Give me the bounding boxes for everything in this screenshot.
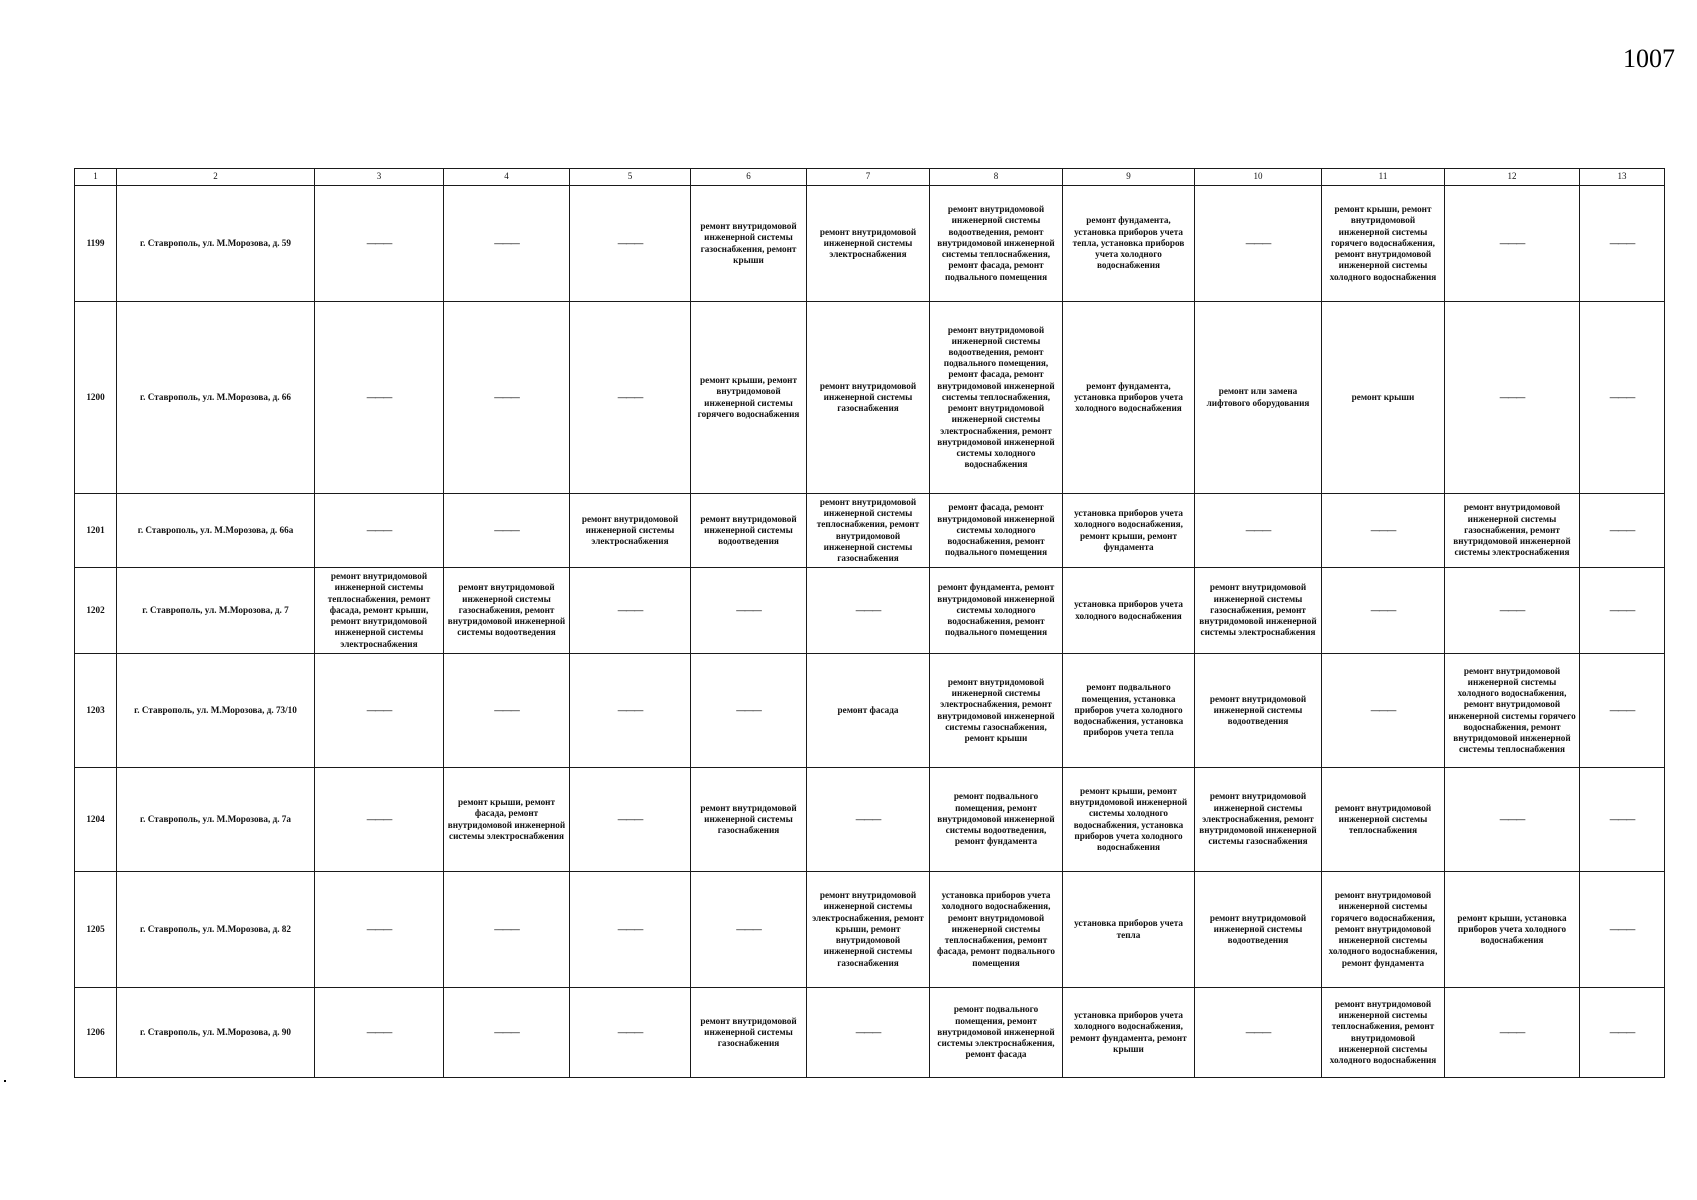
empty-dash-cell: ——— <box>1580 654 1665 768</box>
column-header: 6 <box>691 169 807 186</box>
column-header: 8 <box>930 169 1063 186</box>
work-type-cell: ремонт внутридомовой инженерной системы водоотведения, ремонт подвального помещения, ремонт фасада, ремонт внутридомовой инженерной системы теплоснабжения, ремонт внутридомовой инженерной системы электроснабжения, ремонт внутридомовой инженерной системы холодного водоснабжения <box>930 302 1063 494</box>
table-row <box>75 768 1665 872</box>
row-number-cell: 1204 <box>75 768 117 872</box>
row-number-cell: 1206 <box>75 988 117 1078</box>
address-cell: г. Ставрополь, ул. М.Морозова, д. 90 <box>117 988 315 1078</box>
row-number-cell: 1200 <box>75 302 117 494</box>
column-header: 10 <box>1195 169 1322 186</box>
row-number-cell: 1199 <box>75 186 117 302</box>
work-type-cell: ремонт внутридомовой инженерной системы водоотведения <box>691 494 807 568</box>
empty-dash-cell: ——— <box>1580 568 1665 654</box>
empty-dash-cell: ——— <box>1580 186 1665 302</box>
table-row <box>75 988 1665 1078</box>
work-type-cell: ремонт подвального помещения, ремонт внутридомовой инженерной системы электроснабжения, ремонт фасада <box>930 988 1063 1078</box>
work-type-cell: ремонт внутридомовой инженерной системы теплоснабжения, ремонт внутридомовой инженерной системы холодного водоснабжения <box>1322 988 1445 1078</box>
empty-dash-cell: ——— <box>444 872 570 988</box>
empty-dash-cell: ——— <box>570 302 691 494</box>
row-number-cell: 1205 <box>75 872 117 988</box>
address-cell: г. Ставрополь, ул. М.Морозова, д. 66 <box>117 302 315 494</box>
work-type-cell: ремонт крыши, ремонт фасада, ремонт внутридомовой инженерной системы электроснабжения <box>444 768 570 872</box>
row-number-cell: 1201 <box>75 494 117 568</box>
work-type-cell: ремонт крыши, установка приборов учета холодного водоснабжения <box>1445 872 1580 988</box>
work-type-cell: ремонт внутридомовой инженерной системы водоотведения <box>1195 654 1322 768</box>
work-type-cell: ремонт внутридомовой инженерной системы газоснабжения, ремонт внутридомовой инженерной системы электроснабжения <box>1445 494 1580 568</box>
empty-dash-cell: ——— <box>691 872 807 988</box>
work-type-cell: ремонт крыши, ремонт внутридомовой инженерной системы холодного водоснабжения, установка приборов учета холодного водоснабжения <box>1063 768 1195 872</box>
empty-dash-cell: ——— <box>570 186 691 302</box>
empty-dash-cell: ——— <box>691 568 807 654</box>
empty-dash-cell: ——— <box>1445 568 1580 654</box>
work-type-cell: ремонт внутридомовой инженерной системы газоснабжения, ремонт внутридомовой инженерной системы электроснабжения <box>1195 568 1322 654</box>
empty-dash-cell: ——— <box>570 872 691 988</box>
work-type-cell: ремонт внутридомовой инженерной системы теплоснабжения, ремонт внутридомовой инженерной системы газоснабжения <box>807 494 930 568</box>
empty-dash-cell: ——— <box>1322 654 1445 768</box>
empty-dash-cell: ——— <box>1580 494 1665 568</box>
empty-dash-cell: ——— <box>444 494 570 568</box>
column-header: 2 <box>117 169 315 186</box>
work-type-cell: ремонт внутридомовой инженерной системы теплоснабжения, ремонт фасада, ремонт крыши, ремонт внутридомовой инженерной системы электроснабжения <box>315 568 444 654</box>
row-number-cell: 1203 <box>75 654 117 768</box>
work-type-cell: ремонт подвального помещения, установка приборов учета холодного водоснабжения, установка приборов учета тепла <box>1063 654 1195 768</box>
column-header: 3 <box>315 169 444 186</box>
work-type-cell: ремонт или замена лифтового оборудования <box>1195 302 1322 494</box>
column-header: 7 <box>807 169 930 186</box>
table-row <box>75 872 1665 988</box>
work-type-cell: ремонт внутридомовой инженерной системы водоотведения <box>1195 872 1322 988</box>
empty-dash-cell: ——— <box>315 768 444 872</box>
empty-dash-cell: ——— <box>691 654 807 768</box>
empty-dash-cell: ——— <box>570 654 691 768</box>
empty-dash-cell: ——— <box>1580 872 1665 988</box>
work-type-cell: ремонт внутридомовой инженерной системы холодного водоснабжения, ремонт внутридомовой инженерной системы горячего водоснабжения, ремонт внутридомовой инженерной системы теплоснабжения <box>1445 654 1580 768</box>
work-type-cell: установка приборов учета холодного водоснабжения, ремонт фундамента, ремонт крыши <box>1063 988 1195 1078</box>
work-type-cell: ремонт фундамента, установка приборов учета тепла, установка приборов учета холодного водоснабжения <box>1063 186 1195 302</box>
table-row <box>75 302 1665 494</box>
work-type-cell: ремонт крыши, ремонт внутридомовой инженерной системы горячего водоснабжения <box>691 302 807 494</box>
work-type-cell: ремонт внутридомовой инженерной системы водоотведения, ремонт внутридомовой инженерной системы теплоснабжения, ремонт фасада, ремонт подвального помещения <box>930 186 1063 302</box>
address-cell: г. Ставрополь, ул. М.Морозова, д. 7а <box>117 768 315 872</box>
table-row <box>75 186 1665 302</box>
empty-dash-cell: ——— <box>315 988 444 1078</box>
work-type-cell: ремонт внутридомовой инженерной системы электроснабжения, ремонт внутридомовой инженерной системы газоснабжения, ремонт крыши <box>930 654 1063 768</box>
column-header: 11 <box>1322 169 1445 186</box>
empty-dash-cell: ——— <box>1195 186 1322 302</box>
empty-dash-cell: ——— <box>1445 768 1580 872</box>
address-cell: г. Ставрополь, ул. М.Морозова, д. 66а <box>117 494 315 568</box>
work-type-cell: ремонт подвального помещения, ремонт внутридомовой инженерной системы водоотведения, ремонт фундамента <box>930 768 1063 872</box>
empty-dash-cell: ——— <box>315 302 444 494</box>
table-row <box>75 568 1665 654</box>
empty-dash-cell: ——— <box>1580 302 1665 494</box>
column-number-row <box>75 169 1665 186</box>
work-type-cell: ремонт внутридомовой инженерной системы газоснабжения, ремонт крыши <box>691 186 807 302</box>
empty-dash-cell: ——— <box>807 768 930 872</box>
empty-dash-cell: ——— <box>1195 988 1322 1078</box>
address-cell: г. Ставрополь, ул. М.Морозова, д. 82 <box>117 872 315 988</box>
work-type-cell: ремонт крыши <box>1322 302 1445 494</box>
column-header: 9 <box>1063 169 1195 186</box>
work-type-cell: ремонт внутридомовой инженерной системы горячего водоснабжения, ремонт внутридомовой инженерной системы холодного водоснабжения, ремонт фундамента <box>1322 872 1445 988</box>
empty-dash-cell: ——— <box>315 654 444 768</box>
table-row <box>75 654 1665 768</box>
address-cell: г. Ставрополь, ул. М.Морозова, д. 7 <box>117 568 315 654</box>
empty-dash-cell: ——— <box>315 872 444 988</box>
empty-dash-cell: ——— <box>315 186 444 302</box>
empty-dash-cell: ——— <box>444 654 570 768</box>
repair-schedule-table <box>74 168 1665 1078</box>
table-row <box>75 494 1665 568</box>
work-type-cell: установка приборов учета холодного водоснабжения, ремонт крыши, ремонт фундамента <box>1063 494 1195 568</box>
work-type-cell: установка приборов учета холодного водоснабжения, ремонт внутридомовой инженерной системы теплоснабжения, ремонт фасада, ремонт подвального помещения <box>930 872 1063 988</box>
work-type-cell: ремонт внутридомовой инженерной системы газоснабжения <box>691 768 807 872</box>
empty-dash-cell: ——— <box>807 568 930 654</box>
empty-dash-cell: ——— <box>570 988 691 1078</box>
column-header: 4 <box>444 169 570 186</box>
empty-dash-cell: ——— <box>1322 568 1445 654</box>
row-number-cell: 1202 <box>75 568 117 654</box>
empty-dash-cell: ——— <box>1195 494 1322 568</box>
work-type-cell: ремонт крыши, ремонт внутридомовой инженерной системы горячего водоснабжения, ремонт внутридомовой инженерной системы холодного водоснабжения <box>1322 186 1445 302</box>
empty-dash-cell: ——— <box>444 186 570 302</box>
work-type-cell: установка приборов учета тепла <box>1063 872 1195 988</box>
table-body <box>75 186 1665 1078</box>
work-type-cell: ремонт внутридомовой инженерной системы электроснабжения <box>807 186 930 302</box>
column-header: 1 <box>75 169 117 186</box>
address-cell: г. Ставрополь, ул. М.Морозова, д. 59 <box>117 186 315 302</box>
work-type-cell: ремонт фасада, ремонт внутридомовой инженерной системы холодного водоснабжения, ремонт подвального помещения <box>930 494 1063 568</box>
column-header: 5 <box>570 169 691 186</box>
empty-dash-cell: ——— <box>444 988 570 1078</box>
empty-dash-cell: ——— <box>315 494 444 568</box>
work-type-cell: ремонт внутридомовой инженерной системы газоснабжения, ремонт внутридомовой инженерной системы водоотведения <box>444 568 570 654</box>
empty-dash-cell: ——— <box>1580 768 1665 872</box>
empty-dash-cell: ——— <box>1445 302 1580 494</box>
scan-speck <box>4 1080 6 1082</box>
empty-dash-cell: ——— <box>1445 988 1580 1078</box>
work-type-cell: ремонт фундамента, установка приборов учета холодного водоснабжения <box>1063 302 1195 494</box>
work-type-cell: ремонт внутридомовой инженерной системы электроснабжения, ремонт крыши, ремонт внутридомовой инженерной системы газоснабжения <box>807 872 930 988</box>
empty-dash-cell: ——— <box>570 568 691 654</box>
column-header: 13 <box>1580 169 1665 186</box>
empty-dash-cell: ——— <box>570 768 691 872</box>
work-type-cell: ремонт внутридомовой инженерной системы теплоснабжения <box>1322 768 1445 872</box>
empty-dash-cell: ——— <box>1322 494 1445 568</box>
work-type-cell: установка приборов учета холодного водоснабжения <box>1063 568 1195 654</box>
work-type-cell: ремонт внутридомовой инженерной системы газоснабжения <box>807 302 930 494</box>
column-header: 12 <box>1445 169 1580 186</box>
work-type-cell: ремонт фасада <box>807 654 930 768</box>
address-cell: г. Ставрополь, ул. М.Морозова, д. 73/10 <box>117 654 315 768</box>
empty-dash-cell: ——— <box>1445 186 1580 302</box>
empty-dash-cell: ——— <box>807 988 930 1078</box>
work-type-cell: ремонт внутридомовой инженерной системы электроснабжения, ремонт внутридомовой инженерной системы газоснабжения <box>1195 768 1322 872</box>
work-type-cell: ремонт фундамента, ремонт внутридомовой инженерной системы холодного водоснабжения, ремонт подвального помещения <box>930 568 1063 654</box>
empty-dash-cell: ——— <box>444 302 570 494</box>
work-type-cell: ремонт внутридомовой инженерной системы электроснабжения <box>570 494 691 568</box>
work-type-cell: ремонт внутридомовой инженерной системы газоснабжения <box>691 988 807 1078</box>
empty-dash-cell: ——— <box>1580 988 1665 1078</box>
page-number: 1007 <box>1623 44 1675 73</box>
